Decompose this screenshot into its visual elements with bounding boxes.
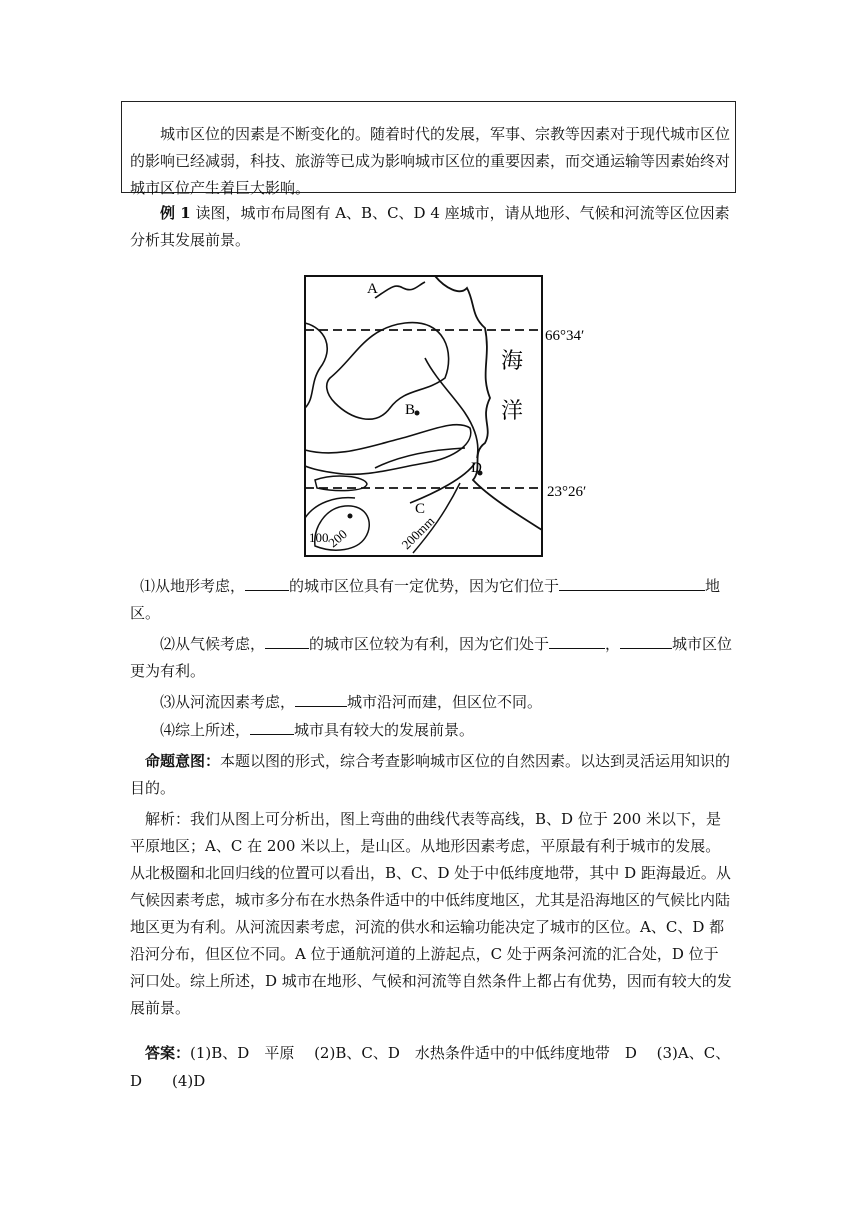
- city-d-label: D: [471, 460, 482, 476]
- contour-200-label: 200: [325, 526, 350, 551]
- city-a-label: A: [367, 281, 378, 297]
- question-1: [130, 573, 740, 600]
- question-2-cont: [130, 658, 740, 685]
- q2-suffix: 城市区位: [672, 635, 733, 653]
- sea-label-1: 海: [501, 349, 524, 374]
- lat-bottom-label: 23°26′: [547, 484, 587, 500]
- q2-prefix: ⑵从气候考虑，: [160, 635, 266, 653]
- river-line: [375, 448, 465, 468]
- answer-label: 答案：: [145, 1044, 191, 1062]
- sea-label-2: 洋: [501, 399, 524, 424]
- q1-middle: 的城市区位具有一定优势，因为它们位于: [289, 577, 560, 595]
- q4-suffix: 城市具有较大的发展前景。: [294, 721, 475, 739]
- intent-label: 命题意图：: [145, 752, 221, 770]
- contour-line: [327, 323, 449, 420]
- answer-text-1: (1)B、D 平原 (2)B、C、D 水热条件适中的中低纬度地带 D (3)A、C、: [190, 1044, 731, 1062]
- q2-blank-1: [265, 633, 309, 649]
- q3-blank: [295, 691, 347, 707]
- city-b-label: B: [405, 402, 416, 418]
- q2-blank-3: [620, 633, 672, 649]
- contour-100-label: 100: [309, 530, 329, 545]
- contour-200mm-line: [413, 483, 460, 553]
- q1-blank-1: [245, 575, 289, 591]
- note-text: 城市区位的因素是不断变化的。随着时代的发展，军事、宗教等因素对于现代城市区位的影响已经减弱，科技、旅游等已成为影响城市区位的重要因素，而交通运输等因素始终对城市区位产生着巨大影响。: [130, 125, 731, 197]
- river-line: [425, 358, 478, 458]
- question-3: [130, 689, 740, 716]
- q4-blank: [250, 719, 294, 735]
- q1-blank-2: [559, 575, 705, 591]
- example-label: 例 1: [160, 204, 191, 222]
- q1-prefix: ⑴从地形考虑，: [140, 577, 246, 595]
- lat-top-label: 66°34′: [545, 328, 585, 344]
- river-line: [375, 282, 425, 298]
- intent-text: 本题以图的形式，综合考查影响城市区位的自然因素。以达到灵活运用知识的目的。: [130, 752, 731, 797]
- city-layout-map: [295, 268, 615, 558]
- answer-text-2: D (4)D: [130, 1072, 206, 1090]
- q2-middle: 的城市区位较为有利，因为它们处于: [309, 635, 550, 653]
- q1-suffix: 地: [705, 577, 721, 595]
- q2-end: 更为有利。: [130, 662, 206, 680]
- example-text: 读图，城市布局图有 A、B、C、D 4 座城市，请从地形、气候和河流等区位因素分析其发展前景。: [130, 204, 730, 249]
- q2-blank-2: [549, 633, 605, 649]
- question-4: [130, 717, 740, 744]
- q2-comma: ，: [605, 635, 621, 653]
- city-c-dot: [348, 514, 353, 519]
- analysis-paragraph: 解析：我们从图上可分析出，图上弯曲的曲线代表等高线，B、D 位于 200 米以下，是平原地区；A、C 在 200 米以上，是山区。从地形因素考虑，平原最有利于城市的发展。从北极圈和北回归线的位置可以看出，B、C、D 处于中低纬度地带，其中 D 距海最近。从气候因素考虑，城市多分布在水热条件适中的中低纬度地区，尤其是沿海地区的气候比内陆地区更为有利。从河流因素考虑，河流的供水和运输功能决定了城市的区位。A、C、D 都沿河分布，但区位不同。A 位于通航河道的上游起点，C 处于两条河流的汇合处，D 位于河口处。综上所述，D 城市在地形、气候和河流等自然条件上都占有优势，因而有较大的发展前景。: [130, 810, 732, 1017]
- q3-prefix: ⑶从河流因素考虑，: [160, 693, 296, 711]
- contour-200mm-label: 200mm: [398, 513, 438, 553]
- answer-line-1: [130, 1040, 740, 1067]
- contour-line: [305, 323, 327, 408]
- question-2: [130, 631, 740, 658]
- city-c-label: C: [415, 501, 426, 517]
- answer-line-2: [130, 1068, 740, 1095]
- coastline: [435, 276, 542, 530]
- q4-prefix: ⑷综上所述，: [160, 721, 251, 739]
- city-b-dot: [415, 411, 420, 416]
- river-line: [410, 463, 475, 503]
- intent-paragraph: [130, 748, 732, 802]
- q3-suffix: 城市沿河而建，但区位不同。: [347, 693, 543, 711]
- contour-line: [305, 498, 355, 518]
- example-paragraph: [130, 200, 732, 254]
- question-1-cont: [130, 600, 740, 627]
- q1-end: 区。: [130, 604, 161, 622]
